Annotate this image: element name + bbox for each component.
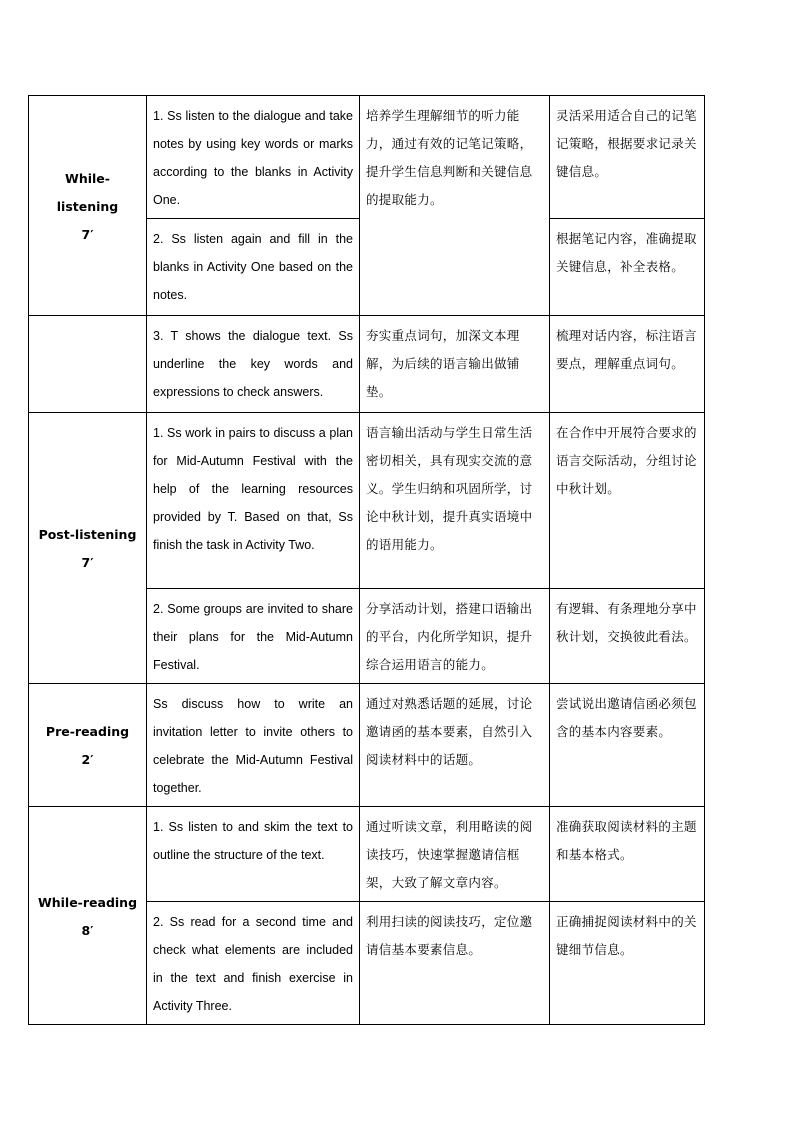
- activity-cell: 1. Ss work in pairs to discuss a plan for Mid-Autumn Festival with the help of the learning resources provided by T. Based on that, Ss finish the task in Activity Two.: [147, 413, 360, 589]
- effect-cell: 灵活采用适合自己的记笔记策略，根据要求记录关键信息。: [550, 96, 705, 219]
- activity-cell: 2. Some groups are invited to share their plans for the Mid-Autumn Festival.: [147, 589, 360, 684]
- activity-cell: 3. T shows the dialogue text. Ss underline the key words and expressions to check answers.: [147, 316, 360, 413]
- effect-cell: 正确捕捉阅读材料中的关键细节信息。: [550, 902, 705, 1025]
- stage-name: Post-listening: [38, 527, 137, 542]
- stage-time: 7′: [81, 226, 94, 242]
- stage-time: 8′: [81, 922, 94, 938]
- purpose-cell: 培养学生理解细节的听力能力，通过有效的记笔记策略，提升学生信息判断和关键信息的提取能力。: [360, 96, 550, 316]
- purpose-cell: 利用扫读的阅读技巧，定位邀请信基本要素信息。: [360, 902, 550, 1025]
- stage-cell: [29, 96, 147, 316]
- stage-cell-continued: [29, 316, 147, 413]
- purpose-cell: 通过听读文章，利用略读的阅读技巧，快速掌握邀请信框架，大致了解文章内容。: [360, 807, 550, 902]
- purpose-cell: 夯实重点词句，加深文本理解，为后续的语言输出做铺垫。: [360, 316, 550, 413]
- table-row: [29, 413, 705, 589]
- effect-cell: 在合作中开展符合要求的语言交际活动，分组讨论中秋计划。: [550, 413, 705, 589]
- table-row: [29, 316, 705, 413]
- effect-cell: 准确获取阅读材料的主题和基本格式。: [550, 807, 705, 902]
- activity-cell: 2. Ss listen again and fill in the blanks in Activity One based on the notes.: [147, 219, 360, 316]
- table-row: [29, 807, 705, 902]
- stage-name: While-reading: [37, 894, 138, 910]
- stage-time: 7′: [81, 555, 94, 570]
- purpose-cell: 通过对熟悉话题的延展，讨论邀请函的基本要素，自然引入阅读材料中的话题。: [360, 684, 550, 807]
- table-row: [29, 684, 705, 807]
- table-row: [29, 96, 705, 219]
- stage-cell: [29, 413, 147, 684]
- activity-cell: Ss discuss how to write an invitation letter to invite others to celebrate the Mid-Autumn Festival together.: [147, 684, 360, 807]
- effect-cell: 根据笔记内容，准确提取关键信息，补全表格。: [550, 219, 705, 316]
- stage-time: 2′: [81, 752, 94, 767]
- activity-cell: 1. Ss listen to and skim the text to outline the structure of the text.: [147, 807, 360, 902]
- effect-cell: 尝试说出邀请信函必须包含的基本内容要素。: [550, 684, 705, 807]
- lesson-plan-table: [28, 95, 705, 1025]
- purpose-cell: 语言输出活动与学生日常生活密切相关，具有现实交流的意义。学生归纳和巩固所学，讨论中秋计划，提升真实语境中的语用能力。: [360, 413, 550, 589]
- stage-name: While-listening: [56, 170, 119, 214]
- activity-cell: 2. Ss read for a second time and check what elements are included in the text and finish exercise in Activity Three.: [147, 902, 360, 1025]
- activity-cell: 1. Ss listen to the dialogue and take notes by using key words or marks according to the blanks in Activity One.: [147, 96, 360, 219]
- effect-cell: 梳理对话内容，标注语言要点，理解重点词句。: [550, 316, 705, 413]
- stage-cell: [29, 807, 147, 1025]
- purpose-cell: 分享活动计划，搭建口语输出的平台，内化所学知识，提升综合运用语言的能力。: [360, 589, 550, 684]
- stage-name: Pre-reading: [45, 724, 130, 739]
- stage-cell: [29, 684, 147, 807]
- effect-cell: 有逻辑、有条理地分享中秋计划，交换彼此看法。: [550, 589, 705, 684]
